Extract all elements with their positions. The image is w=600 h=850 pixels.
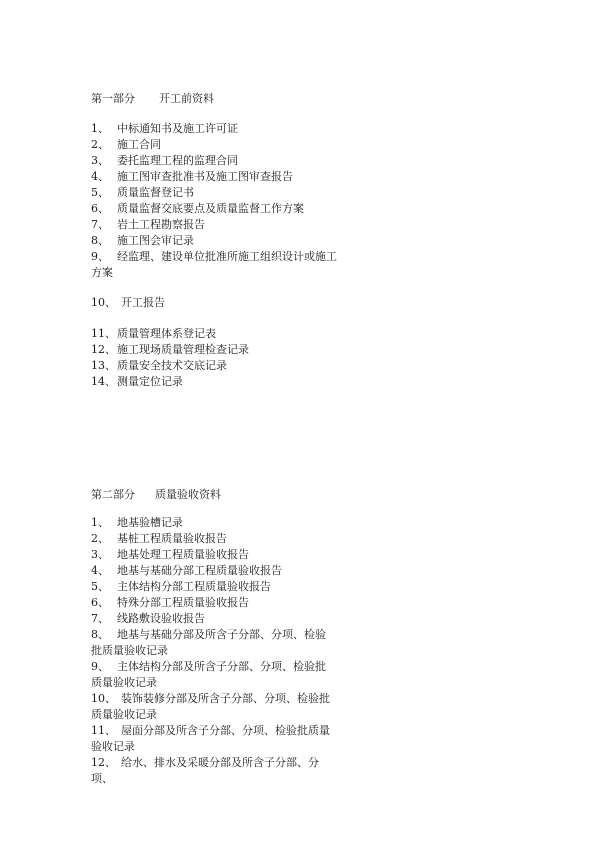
list-item: 2、 施工合同 — [91, 138, 161, 151]
part1-list-10 — [91, 295, 341, 311]
list-item: 13、质量安全技术交底记录 — [91, 359, 227, 372]
list-item: 3、 地基处理工程质量验收报告 — [91, 548, 249, 561]
part2-list — [91, 515, 336, 787]
list-item: 11、质量管理体系登记表 — [91, 327, 216, 340]
list-item: 1、 地基验槽记录 — [91, 516, 183, 529]
list-item: 10、 装饰装修分部及所含子分部、分项、检验批质量验收记录 — [91, 692, 330, 721]
part1-label: 第一部分 — [91, 92, 135, 105]
list-item: 11、 屋面分部及所含子分部、分项、检验批质量验收记录 — [91, 724, 330, 753]
list-item: 1、 中标通知书及施工许可证 — [91, 122, 238, 135]
part1-list-b — [91, 326, 341, 390]
list-item: 8、 地基与基础分部及所含子分部、分项、检验批质量验收记录 — [91, 628, 326, 657]
list-item: 7、 线路敷设验收报告 — [91, 612, 205, 625]
list-item: 3、 委托监理工程的监理合同 — [91, 154, 238, 167]
list-item: 6、 质量监督交底要点及质量监督工作方案 — [91, 202, 304, 215]
part2-label: 第二部分 — [91, 488, 135, 501]
list-item: 9、 经监理、建设单位批准所施工组织设计或施工方案 — [91, 250, 337, 279]
list-item: 6、 特殊分部工程质量验收报告 — [91, 596, 249, 609]
part2-heading — [91, 486, 221, 502]
list-item: 5、 质量监督登记书 — [91, 186, 194, 199]
part1-title: 开工前资料 — [159, 92, 214, 105]
list-item: 12、 给水、排水及采暖分部及所含子分部、分项、 — [91, 756, 319, 785]
list-item: 14、测量定位记录 — [91, 375, 183, 388]
part1-heading — [91, 90, 214, 106]
list-item: 8、 施工图会审记录 — [91, 234, 194, 247]
list-item: 10、 开工报告 — [91, 296, 165, 309]
list-item: 2、 基桩工程质量验收报告 — [91, 532, 227, 545]
list-item: 4、 施工图审查批准书及施工图审查报告 — [91, 170, 293, 183]
list-item: 9、 主体结构分部及所含子分部、分项、检验批质量验收记录 — [91, 660, 326, 689]
part1-list-a — [91, 121, 341, 281]
part2-title: 质量验收资料 — [155, 488, 221, 501]
list-item: 7、 岩土工程勘察报告 — [91, 218, 205, 231]
list-item: 5、 主体结构分部工程质量验收报告 — [91, 580, 271, 593]
list-item: 12、施工现场质量管理检查记录 — [91, 343, 249, 356]
list-item: 4、 地基与基础分部工程质量验收报告 — [91, 564, 282, 577]
